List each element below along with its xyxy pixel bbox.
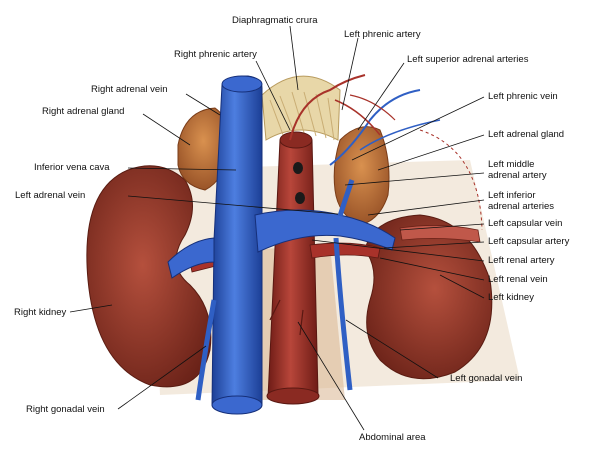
label-left-inferior-adrenal-arteries-line2: adrenal arteries — [488, 201, 555, 212]
label-left-inferior-adrenal-arteries-line1: Left inferior — [488, 190, 536, 201]
label-left-phrenic-vein: Left phrenic vein — [488, 91, 558, 102]
label-left-adrenal-vein: Left adrenal vein — [15, 190, 86, 201]
label-right-phrenic-artery: Right phrenic artery — [174, 49, 257, 60]
label-right-kidney: Right kidney — [14, 307, 67, 318]
label-right-adrenal-gland: Right adrenal gland — [42, 106, 125, 117]
label-left-renal-vein: Left renal vein — [488, 274, 548, 285]
label-left-capsular-artery: Left capsular artery — [488, 236, 570, 247]
label-right-gonadal-vein: Right gonadal vein — [26, 404, 105, 415]
label-left-middle-adrenal-artery-line2: adrenal artery — [488, 170, 547, 181]
label-diaphragmatic-crura: Diaphragmatic crura — [232, 15, 318, 26]
label-left-middle-adrenal-artery-line1: Left middle — [488, 159, 535, 170]
label-left-gonadal-vein: Left gonadal vein — [450, 373, 523, 384]
label-left-capsular-vein: Left capsular vein — [488, 218, 563, 229]
label-inferior-vena-cava: Inferior vena cava — [34, 162, 110, 173]
label-left-phrenic-artery: Left phrenic artery — [344, 29, 421, 40]
diaphragmatic-crura-shape — [262, 76, 340, 140]
label-left-adrenal-gland: Left adrenal gland — [488, 129, 565, 140]
label-left-renal-artery: Left renal artery — [488, 255, 555, 266]
label-left-superior-adrenal-arteries: Left superior adrenal arteries — [407, 54, 529, 65]
label-left-kidney: Left kidney — [488, 292, 534, 303]
label-abdominal-area: Abdominal area — [359, 432, 426, 443]
inferior-vena-cava-shape — [212, 76, 262, 414]
label-right-adrenal-vein: Right adrenal vein — [91, 84, 168, 95]
